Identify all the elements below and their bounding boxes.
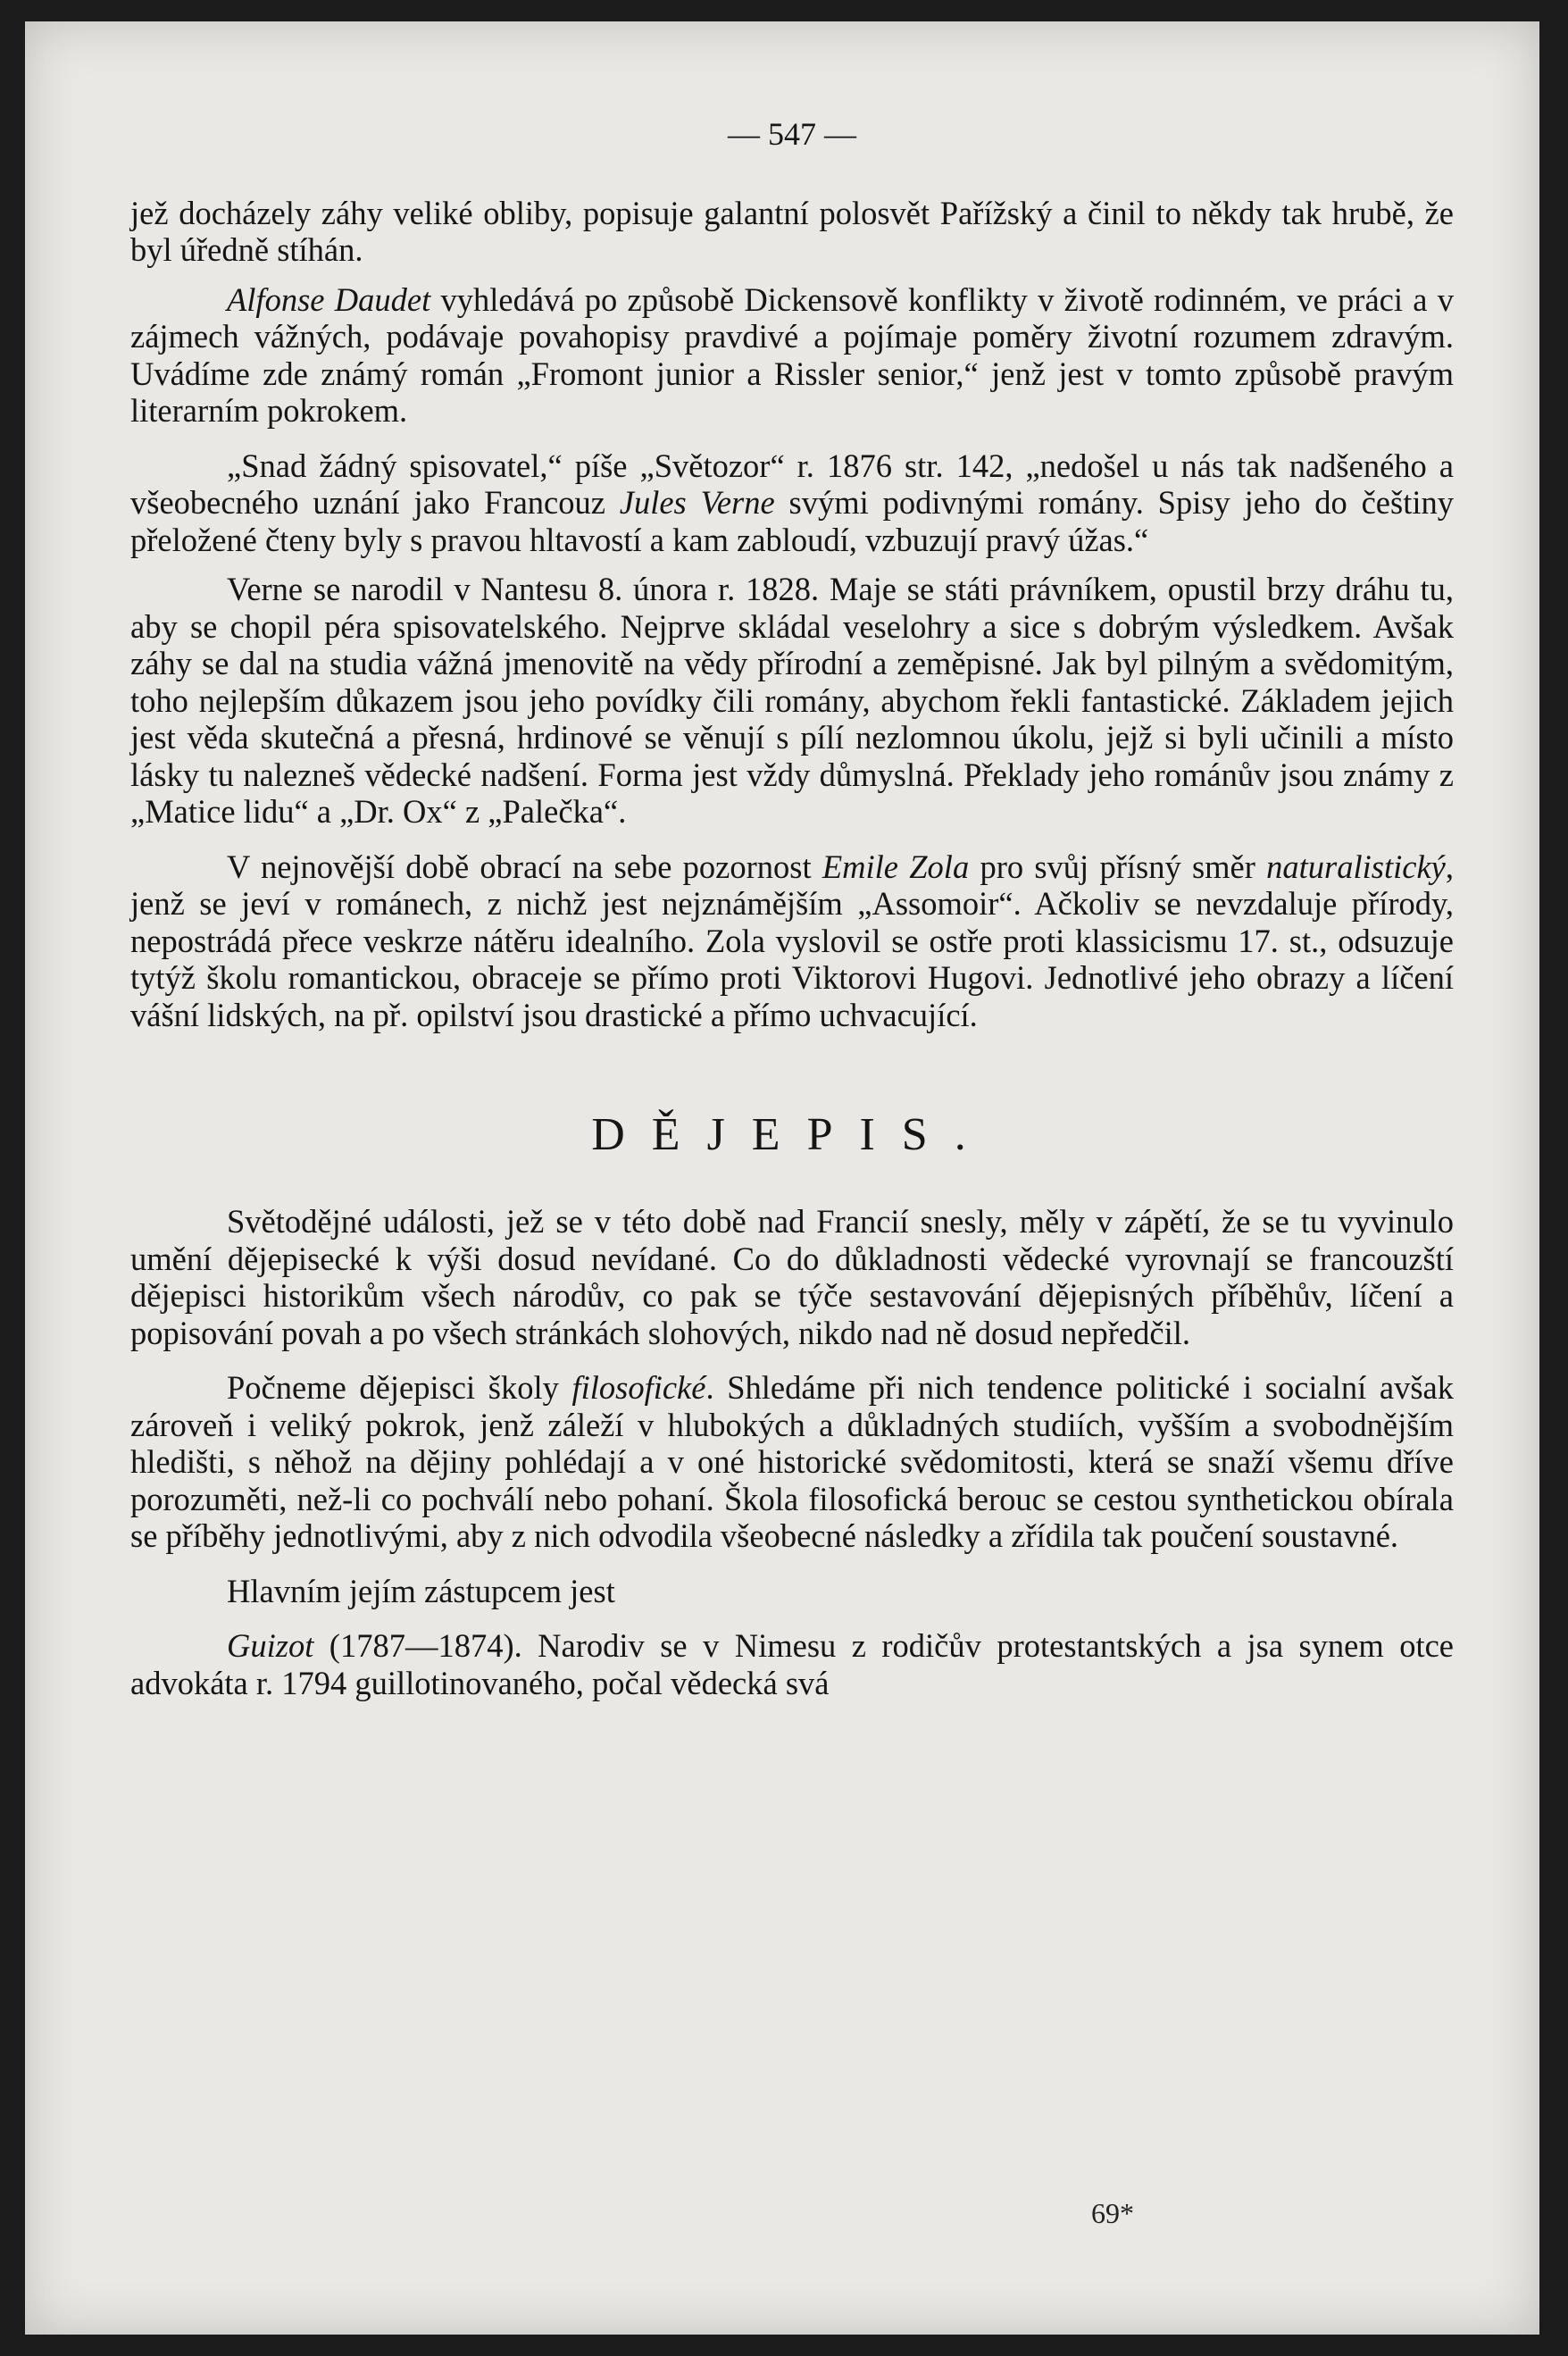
paragraph-philosophical-school — [130, 1369, 1454, 1555]
term-philosophical: filosofické — [571, 1369, 706, 1406]
paragraph-daudet-text: vyhledává po způsobě Dickensově konflikty v životě rodinném, ve práci a v zájmech vážných, podávaje povahopisy pravdivé a pojímaje poměry životní rozumem zdravým. Uvádíme zde známý román „Fromont junior a Rissler senior,“ jenž jest v tomto způsobě pravým literarním pokrokem. — [130, 280, 1455, 429]
zola-text-middle: pro svůj přísný směr — [969, 848, 1267, 885]
page-number: — 547 — — [728, 116, 856, 152]
paragraph-guizot — [130, 1627, 1454, 1701]
author-daudet: Alfonse Daudet — [227, 280, 431, 318]
paragraph-paris: jež docházely záhy veliké obliby, popisuje galantní polosvět Pařížský a činil to někdy tak hrubě, že byl úředně stíhán. — [130, 194, 1454, 268]
paragraph-verne-bio: Verne se narodil v Nantesu 8. února r. 1828. Maje se státi právníkem, opustil brzy dráhu tu, aby se chopil péra spisovatelského. Nejprve skládal veselohry a sice s dobrým výsledkem. Avšak záhy se dal na studia vážná jmenovitě na vědy přírodní a zeměpisné. Jak byl pilným a svědomitým, toho nejlepším důkazem jsou jeho povídky čili romány, abychom řekli fantastické. Základem jejich jest věda skutečná a přesná, hrdinové se věnují s pílí nezlomnou úkolu, jejž si byli učinili a místo lásky tu nalezneš vědecké nadšení. Forma jest vždy důmyslná. Překlady jeho románův jsou známy z „Matice lidu“ a „Dr. Ox“ z „Palečka“. — [130, 571, 1454, 830]
author-guizot: Guizot — [227, 1627, 314, 1664]
paragraph-history: Světodějné události, jež se v této době nad Francií snesly, měly v zápětí, že se tu vyvinulo umění dějepisecké k výši dosud nevídané. Co do důkladnosti vědecké vyrovnají se francouzští dějepisci historikům všech národův, co pak se týče sestavování dějepisných příběhův, líčení a popisování povah a po všech stránkách slohových, nikdo nad ně dosud nepředčil. — [130, 1203, 1454, 1351]
zola-text-end: , jenž se jeví v románech, z nichž jest nejznámějším „Assomoir“. Ačkoliv se nevzdaluje přírody, nepostrádá přece veskrze nátěru idealního. Zola vyslovil se ostře proti klassicismu 17. st., odsuzuje tytýž školu romantickou, obraceje se přímo proti Viktorovi Hugovi. Jednotlivé jeho obrazy a líčení vášní lidských, na př. opilství jsou drastické a přímo uchvacující. — [130, 848, 1454, 1033]
philosophical-text-start: Počneme dějepisci školy — [227, 1369, 572, 1406]
paragraph-verne-quote — [130, 447, 1454, 559]
book-page — [25, 21, 1539, 2335]
philosophical-text-end: . Shledáme při nich tendence politické i socialní avšak zároveň i veliký pokrok, jenž záleží v hlubokých a důkladných studiích, vyšším a svobodnějším hledišti, s něhož na dějiny pohlédají a v oné historické svědomitosti, která se snaží všemu dříve porozuměti, než-li co pochválí nebo pohaní. Škola filosofická berouc se cestou synthetickou obírala se příběhy jednotlivými, aby z nich odvodila všeobecné následky a zřídila tak poučení soustavné. — [130, 1369, 1454, 1554]
page-text — [130, 116, 1454, 1701]
section-heading: DĚJEPIS. — [591, 1109, 993, 1160]
term-naturalistic: naturalistický — [1266, 848, 1446, 885]
paragraph-main-representative: Hlavním jejím zástupcem jest — [227, 1572, 615, 1609]
paragraph-zola — [130, 848, 1454, 1034]
verne-quote-start: „Snad žádný spisovatel,“ píše „Světozor“ r. 1876 str. 142, „nedošel u nás tak nadšeného a všeobecného uznání jako Francouz — [130, 447, 1454, 521]
signature-mark: 69* — [1091, 2197, 1134, 2229]
verne-quote-end: svými podivnými romány. Spisy jeho do češtiny přeložené čteny byly s pravou hltavostí a kam zabloudí, vzbuzují pravý úžas.“ — [130, 484, 1454, 558]
author-zola: Emile Zola — [822, 848, 970, 885]
author-verne: Jules Verne — [619, 484, 775, 521]
guizot-text: (1787—1874). Narodiv se v Nimesu z rodičův protestantských a jsa synem otce advokáta r. 1794 guillotinovaného, počal vědecká svá — [130, 1627, 1454, 1701]
zola-text-start: V nejnovější době obrací na sebe pozornost — [227, 848, 822, 885]
paragraph-daudet — [130, 281, 1454, 430]
